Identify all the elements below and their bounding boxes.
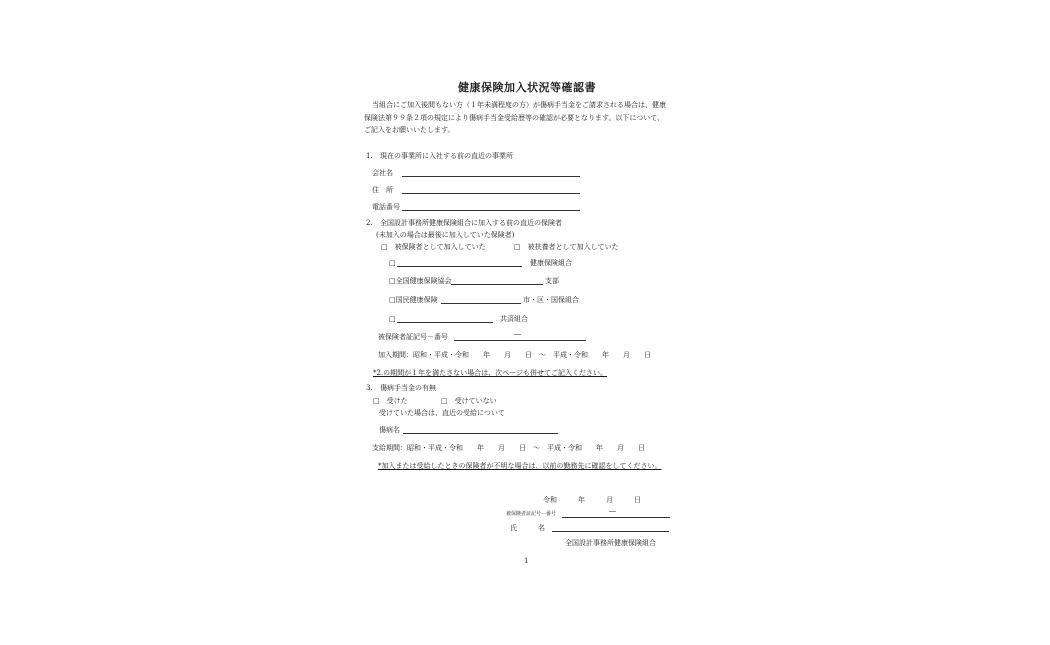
received-note: 受けていた場合は、直近の受給について: [379, 409, 505, 417]
mutual-aid-suffix: 共済組合: [500, 315, 528, 323]
not-received-checkbox[interactable]: □ 受けていない: [441, 397, 497, 405]
section2-subnote: (未加入の場合は最後に加入していた保険者): [376, 231, 515, 239]
national-insurance-suffix: 市・区・国保組合: [523, 296, 579, 304]
name-field[interactable]: [552, 523, 669, 532]
signature-date: 令和 年 月 日: [543, 496, 641, 504]
phone-label: 電話番号: [372, 203, 400, 211]
payment-period: 支給期間：昭和・平成・令和 年 月 日 ～ 平成・令和 年 月 日: [372, 444, 645, 452]
address-label: 住 所: [372, 186, 393, 194]
national-insurance-checkbox[interactable]: □国民健康保険: [389, 296, 438, 304]
intro-line-1: 当組合にご加入後間もない方（１年未満程度の方）が傷病手当金をご請求される場合は、健康: [372, 101, 666, 109]
received-checkbox[interactable]: □ 受けた: [373, 397, 408, 405]
kyokai-suffix: 支部: [545, 277, 559, 285]
health-union-checkbox[interactable]: □: [389, 259, 396, 267]
phone-field[interactable]: [402, 202, 580, 211]
intro-line-3: ご記入をお願いいたします。: [364, 126, 455, 134]
company-name-field[interactable]: [402, 168, 580, 177]
section2-number: 2.: [366, 219, 373, 227]
intro-line-2: 保険法第９９条２項の規定により傷病手当金受給歴等の確認が必要となります。以下について、: [364, 114, 665, 122]
kyokai-checkbox[interactable]: □全国健康保険協会: [389, 277, 452, 285]
section3-number: 3.: [366, 384, 373, 392]
insurer-symbol-label: 被保険者証記号－番号: [378, 333, 448, 341]
company-label: 会社名: [372, 169, 393, 177]
card-number-field[interactable]: [562, 509, 670, 518]
card-number-label: 被保険者証記号－番号: [506, 511, 557, 517]
enrollment-period: 加入期間：昭和・平成・令和 年 月 日 ～ 平成・令和 年 月 日: [378, 351, 651, 359]
injury-label: 傷病名: [379, 426, 400, 434]
health-union-suffix: 健康保険組合: [530, 259, 572, 267]
document-title: 健康保険加入状況等確認書: [458, 81, 596, 94]
injury-field[interactable]: [403, 425, 558, 434]
card-number-dash: ―: [609, 507, 616, 515]
section3-heading: 傷病手当金の有無: [380, 384, 436, 392]
dependent-checkbox[interactable]: □ 被扶養者として加入していた: [514, 243, 619, 251]
mutual-aid-field[interactable]: [397, 314, 493, 323]
section1-heading: 現在の事業所に入社する前の直近の事業所: [380, 152, 513, 160]
section3-note: *加入または受給したときの保険者が不明な場合は、以前の勤務先に確認をしてください。: [378, 462, 662, 470]
organization-name: 全国設計事務所健康保険組合: [565, 539, 656, 547]
section1-number: 1.: [366, 152, 373, 160]
name-label: 氏 名: [510, 524, 545, 532]
address-field[interactable]: [402, 185, 580, 194]
insurer-symbol-dash: ―: [514, 330, 521, 338]
section2-note: *2.の期間が１年を満たさない場合は、次ページも併せてご記入ください。: [373, 369, 608, 377]
health-union-field[interactable]: [397, 258, 522, 267]
insured-checkbox[interactable]: □ 被保険者として加入していた: [381, 243, 486, 251]
national-insurance-field[interactable]: [441, 295, 521, 304]
page-number: 1: [524, 557, 529, 565]
mutual-aid-checkbox[interactable]: □: [389, 315, 396, 323]
kyokai-field[interactable]: [451, 276, 543, 285]
section2-heading: 全国設計事務所健康保険組合に加入する前の直近の保険者: [380, 219, 562, 227]
